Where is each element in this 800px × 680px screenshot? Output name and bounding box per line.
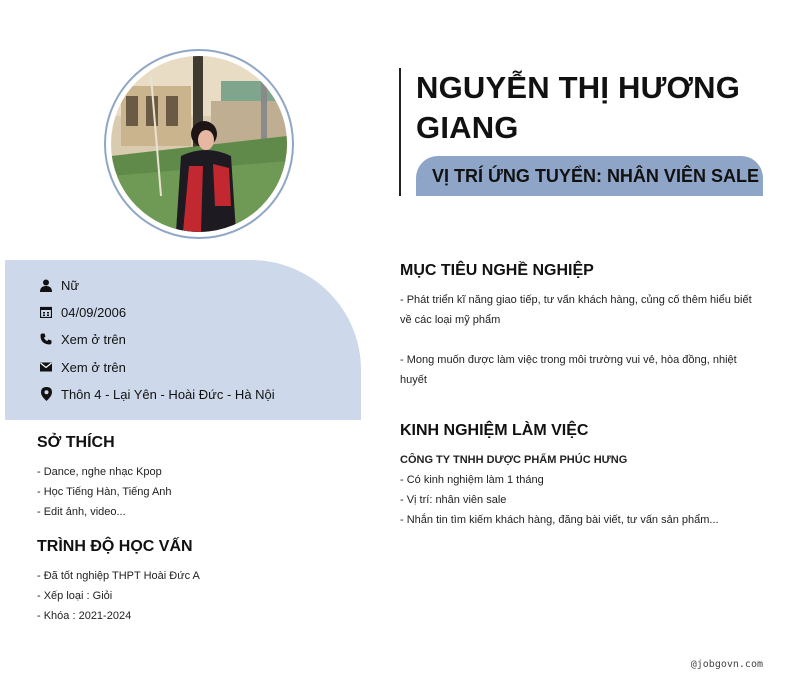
company-name: CÔNG TY TNHH DƯỢC PHẨM PHÚC HƯNG (400, 454, 628, 466)
phone-text: Xem ở trên (61, 331, 126, 347)
objective-line: huyết (400, 374, 427, 386)
experience-item: - Nhắn tin tìm kiếm khách hàng, đăng bài viết, tư vấn sản phẩm... (400, 514, 719, 526)
objective-line: - Phát triển kĩ năng giao tiếp, tư vấn khách hàng, củng cố thêm hiểu biết (400, 294, 752, 306)
phone-icon (39, 332, 53, 346)
watermark: @jobgovn.com (690, 659, 763, 670)
education-heading: TRÌNH ĐỘ HỌC VẤN (37, 538, 193, 555)
education-item: - Khóa : 2021-2024 (37, 610, 132, 622)
candidate-name: NGUYỄN THỊ HƯƠNG GIANG (416, 70, 741, 145)
info-gender (39, 274, 79, 296)
education-item: - Xếp loại : Giỏi (37, 590, 113, 602)
hobby-item: - Dance, nghe nhạc Kpop (37, 466, 162, 478)
hobbies-heading: SỞ THÍCH (37, 434, 115, 451)
hobby-item: - Edit ảnh, video... (37, 506, 126, 518)
birthday-text: 04/09/2006 (61, 304, 127, 320)
objective-heading: MỤC TIÊU NGHỀ NGHIỆP (400, 262, 594, 279)
avatar (111, 56, 287, 232)
name-accent-bar (399, 68, 401, 196)
info-address (39, 383, 275, 405)
location-pin-icon (39, 387, 53, 401)
education-item: - Đã tốt nghiệp THPT Hoài Đức A (37, 570, 200, 582)
hobby-item: - Học Tiếng Hàn, Tiếng Anh (37, 486, 172, 498)
calendar-icon (39, 305, 53, 319)
address-text: Thôn 4 - Lại Yên - Hoài Đức - Hà Nội (61, 386, 275, 402)
experience-heading: KINH NGHIỆM LÀM VIỆC (400, 422, 589, 439)
gender-text: Nữ (61, 277, 80, 293)
info-email (39, 356, 126, 378)
position-banner (416, 156, 763, 196)
objective-line: về các loại mỹ phẩm (400, 314, 501, 326)
email-text: Xem ở trên (61, 359, 126, 375)
person-icon (39, 278, 53, 292)
info-birthday (39, 301, 126, 323)
position-label: VỊ TRÍ ỨNG TUYỂN: NHÂN VIÊN SALE (432, 165, 759, 186)
mail-icon (39, 360, 53, 374)
objective-line: - Mong muốn được làm việc trong môi trường vui vẻ, hòa đồng, nhiệt (400, 354, 737, 366)
experience-item: - Vị trí: nhân viên sale (400, 494, 507, 506)
experience-item: - Có kinh nghiệm làm 1 tháng (400, 474, 544, 486)
info-phone (39, 328, 126, 350)
avatar-photo (111, 56, 287, 232)
